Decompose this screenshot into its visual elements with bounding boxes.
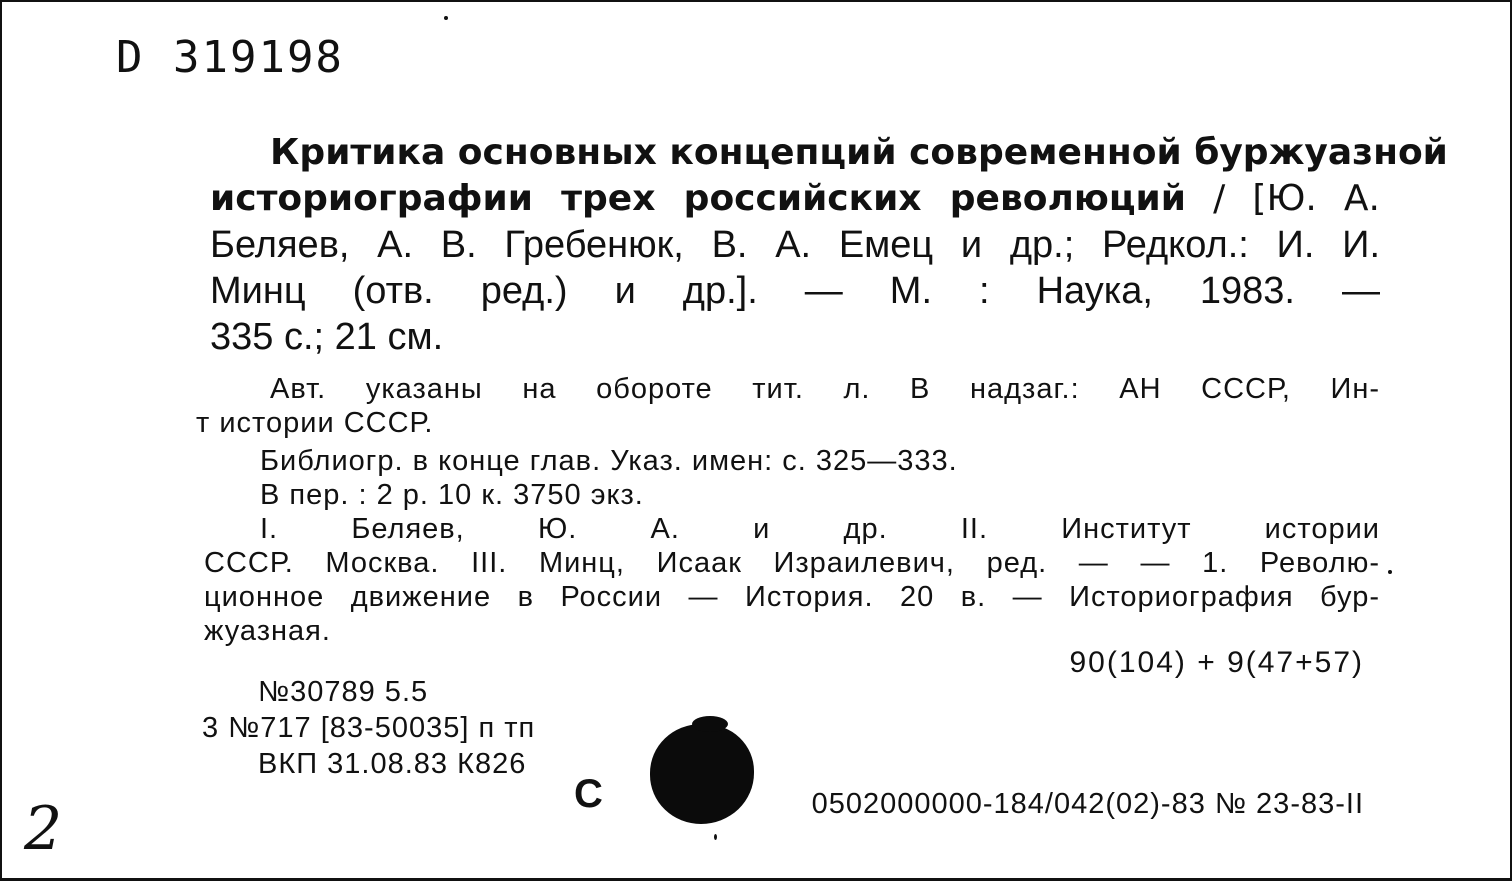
title-line-1: Критика основных концепций современной буржуазной [270, 132, 1448, 173]
tracing-line-1: I. Беляев, Ю. А. и др. II. Институт истории [260, 513, 1380, 545]
title-line-2-bold: историографии трех российских революций [210, 178, 1186, 219]
copyright-mark: С [574, 772, 603, 816]
title-line-2-rest: [Ю. А. [1252, 178, 1380, 219]
isbn-line: 0502000000-184/042(02)-83 № 23-83-II [811, 788, 1364, 820]
publication-line: Минц (отв. ред.) и др.]. — М. : Наука, 1983. — [210, 270, 1380, 312]
accession-line-2: 3 №717 [83-50035] п тп [202, 712, 536, 744]
handwritten-mark: 2 [24, 794, 63, 864]
responsibility-line: Беляев, А. В. Гребенюк, В. А. Емец и др.; Редкол.: И. И. [210, 224, 1380, 266]
note-line-2: т истории СССР. [196, 407, 434, 439]
extent-line: 335 с.; 21 см. [210, 316, 444, 358]
note-line-1: Авт. указаны на обороте тит. л. В надзаг.: АН СССР, Ин- [270, 373, 1380, 405]
tracing-line-3: ционное движение в России — История. 20 в. — Историография бур- [204, 581, 1380, 613]
bibliographic-entry [196, 130, 1448, 648]
accession-line-3: ВКП 31.08.83 К826 [258, 748, 527, 780]
title-line-2 [210, 176, 1380, 222]
accession-line-1: №30789 5.5 [258, 676, 429, 708]
speck [444, 16, 448, 20]
classification-index: 90(104) + 9(47+57) [1069, 646, 1364, 679]
ink-blot [650, 724, 754, 824]
note-line-3: Библиогр. в конце глав. Указ. имен: с. 325—333. [260, 445, 958, 477]
tracing-line-2: СССР. Москва. III. Минц, Исаак Израилевич, ред. — — 1. Револю- [204, 547, 1380, 579]
note-line-4: В пер. : 2 р. 10 к. 3750 экз. [260, 479, 644, 511]
title-separator: / [1213, 178, 1226, 219]
speck [714, 834, 717, 840]
call-number: D 319198 [116, 32, 344, 83]
speck [1388, 570, 1392, 574]
ink-blot-edge [692, 716, 728, 732]
tracing-line-4: жуазная. [204, 615, 331, 647]
